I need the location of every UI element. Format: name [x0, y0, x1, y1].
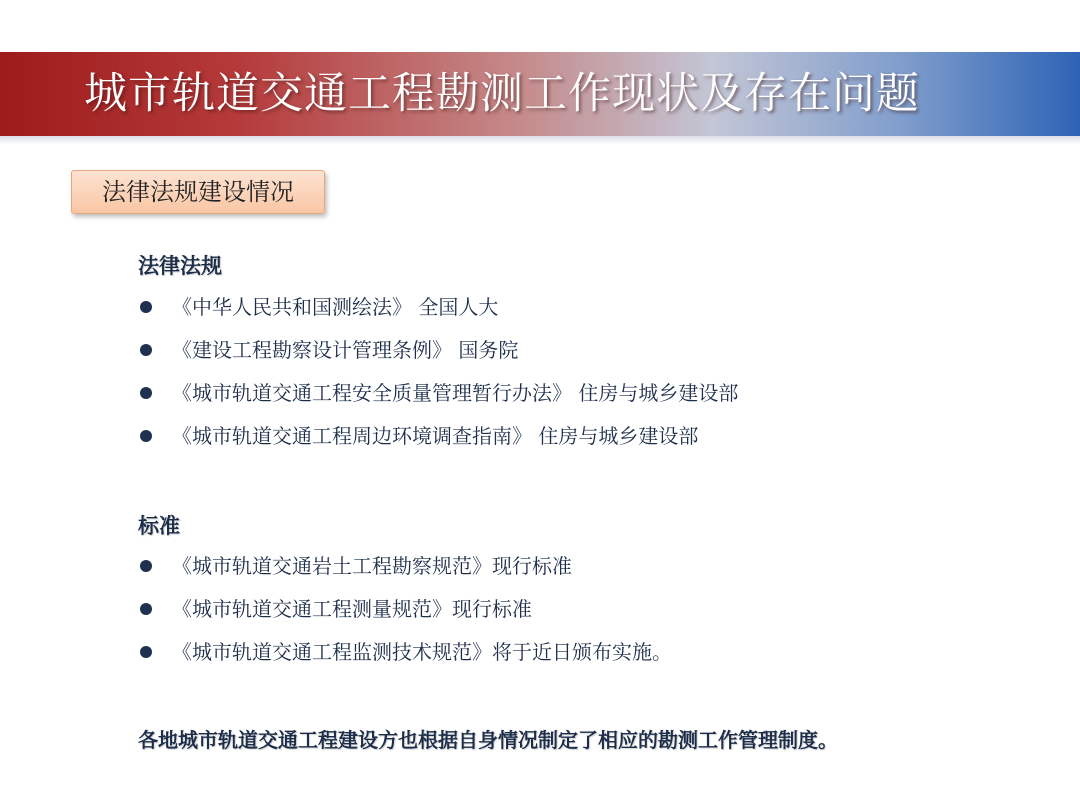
- laws-heading: 法律法规: [138, 254, 222, 278]
- footer-note: 各地城市轨道交通工程建设方也根据自身情况制定了相应的勘测工作管理制度。: [138, 728, 838, 752]
- list-item-text: 《城市轨道交通工程监测技术规范》将于近日颁布实施。: [172, 640, 672, 664]
- bullet-icon: [140, 603, 152, 615]
- bullet-icon: [140, 301, 152, 313]
- section-tab: 法律法规建设情况: [71, 170, 325, 214]
- title-band-shadow: [0, 136, 1080, 144]
- bullet-icon: [140, 344, 152, 356]
- bullet-icon: [140, 387, 152, 399]
- list-item-text: 《建设工程勘察设计管理条例》 国务院: [172, 338, 519, 362]
- bullet-icon: [140, 430, 152, 442]
- bullet-icon: [140, 646, 152, 658]
- list-item-text: 《城市轨道交通工程安全质量管理暂行办法》 住房与城乡建设部: [172, 381, 739, 405]
- slide-title: 城市轨道交通工程勘测工作现状及存在问题: [84, 69, 920, 119]
- bullet-icon: [140, 560, 152, 572]
- standards-heading: 标准: [138, 514, 180, 538]
- list-item-text: 《城市轨道交通岩土工程勘察规范》现行标准: [172, 554, 572, 578]
- list-item-text: 《中华人民共和国测绘法》 全国人大: [172, 295, 499, 319]
- list-item-text: 《城市轨道交通工程周边环境调查指南》 住房与城乡建设部: [172, 424, 699, 448]
- list-item-text: 《城市轨道交通工程测量规范》现行标准: [172, 597, 532, 621]
